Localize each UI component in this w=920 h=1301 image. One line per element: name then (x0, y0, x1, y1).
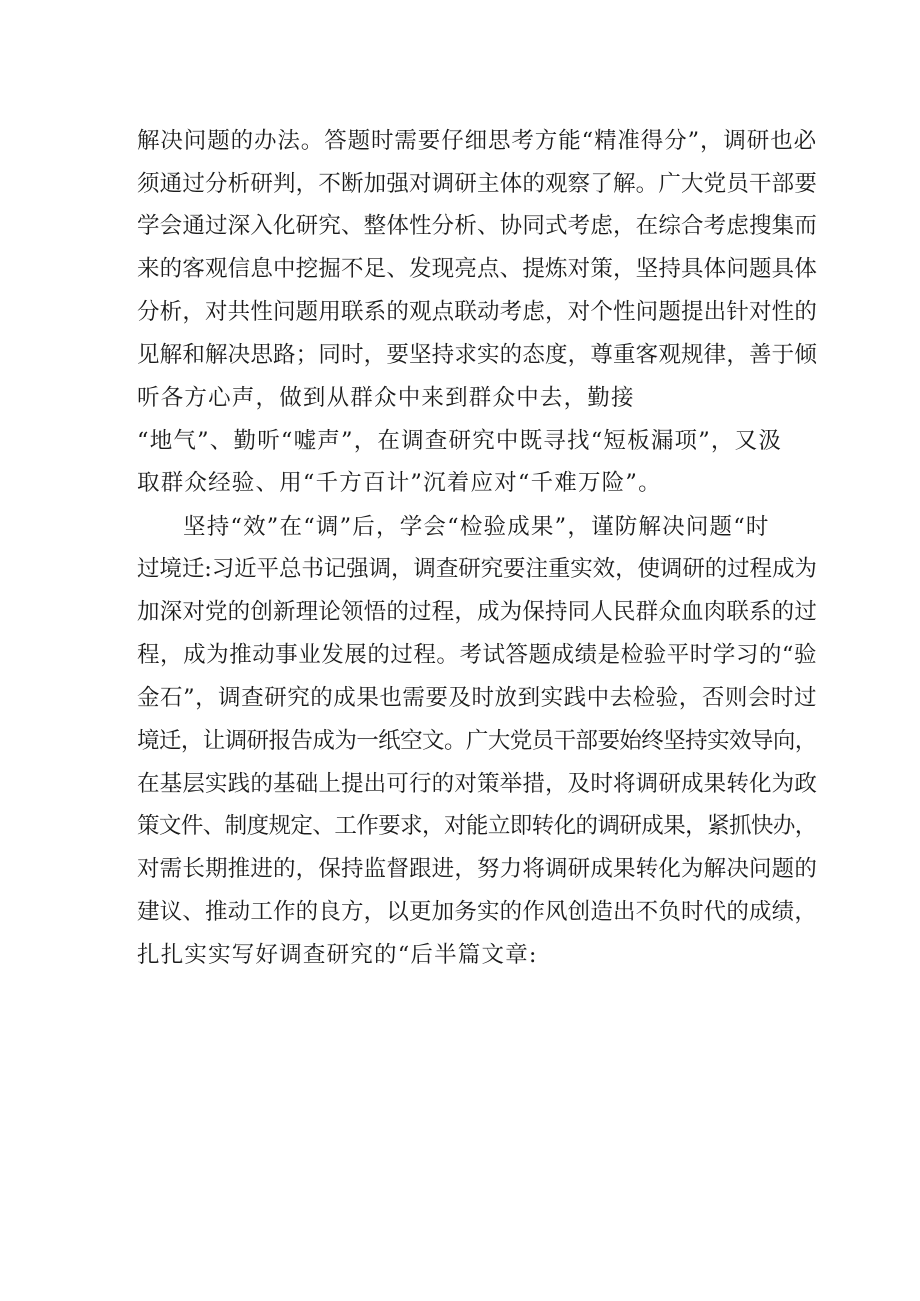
text-line: 境迁，让调研报告成为一纸空文。广大党员干部要始终坚持实效导向， (137, 728, 817, 754)
text-line: 建议、推动工作的良方，以更加务实的作风创造出不负时代的成绩， (137, 899, 818, 925)
text-line: 对需长期推进的，保持监督跟进，努力将调研成果转化为解决问题的 (137, 856, 818, 882)
text-line: 策文件、制度规定、工作要求，对能立即转化的调研成果，紧抓快办， (137, 813, 817, 839)
text-line: 来的客观信息中挖掘不足、发现亮点、提炼对策，坚持具体问题具体 (137, 256, 818, 282)
text-line: 加深对党的创新理论领悟的过程，成为保持同人民群众血肉联系的过 (137, 599, 818, 625)
text-line: 听各方心声，做到从群众中来到群众中去，勤接 (137, 385, 635, 411)
text-line: 解决问题的办法。答题时需要仔细思考方能“精准得分”，调研也必 (137, 128, 818, 154)
text-line: “地气”、勤听“嘘声”，在调查研究中既寻找“短板漏项”，又汲 (137, 428, 783, 454)
text-line: 取群众经验、用“千方百计”沉着应对“千难万险”。 (137, 470, 662, 496)
text-line: 金石”，调查研究的成果也需要及时放到实践中去检验，否则会时过 (137, 685, 818, 711)
text-line: 分析，对共性问题用联系的观点联动考虑，对个性问题提出针对性的 (137, 299, 818, 325)
text-line: 过境迁:习近平总书记强调，调查研究要注重实效，使调研的过程成为 (137, 556, 817, 582)
text-line: 扎扎实实写好调查研究的“后半篇文章: (137, 942, 538, 968)
text-line: 见解和解决思路；同时，要坚持求实的态度，尊重客观规律，善于倾 (137, 342, 818, 368)
text-line: 程，成为推动事业发展的过程。考试答题成绩是检验平时学习的“验 (137, 642, 818, 668)
text-line: 学会通过深入化研究、整体性分析、协同式考虑，在综合考虑搜集而 (137, 213, 818, 239)
text-line: 坚持“效”在“调”后，学会“检验成果”，谨防解决问题“时 (183, 514, 770, 540)
text-line: 在基层实践的基础上提出可行的对策举措，及时将调研成果转化为政 (137, 771, 818, 797)
text-line: 须通过分析研判，不断加强对调研主体的观察了解。广大党员干部要 (137, 171, 818, 197)
